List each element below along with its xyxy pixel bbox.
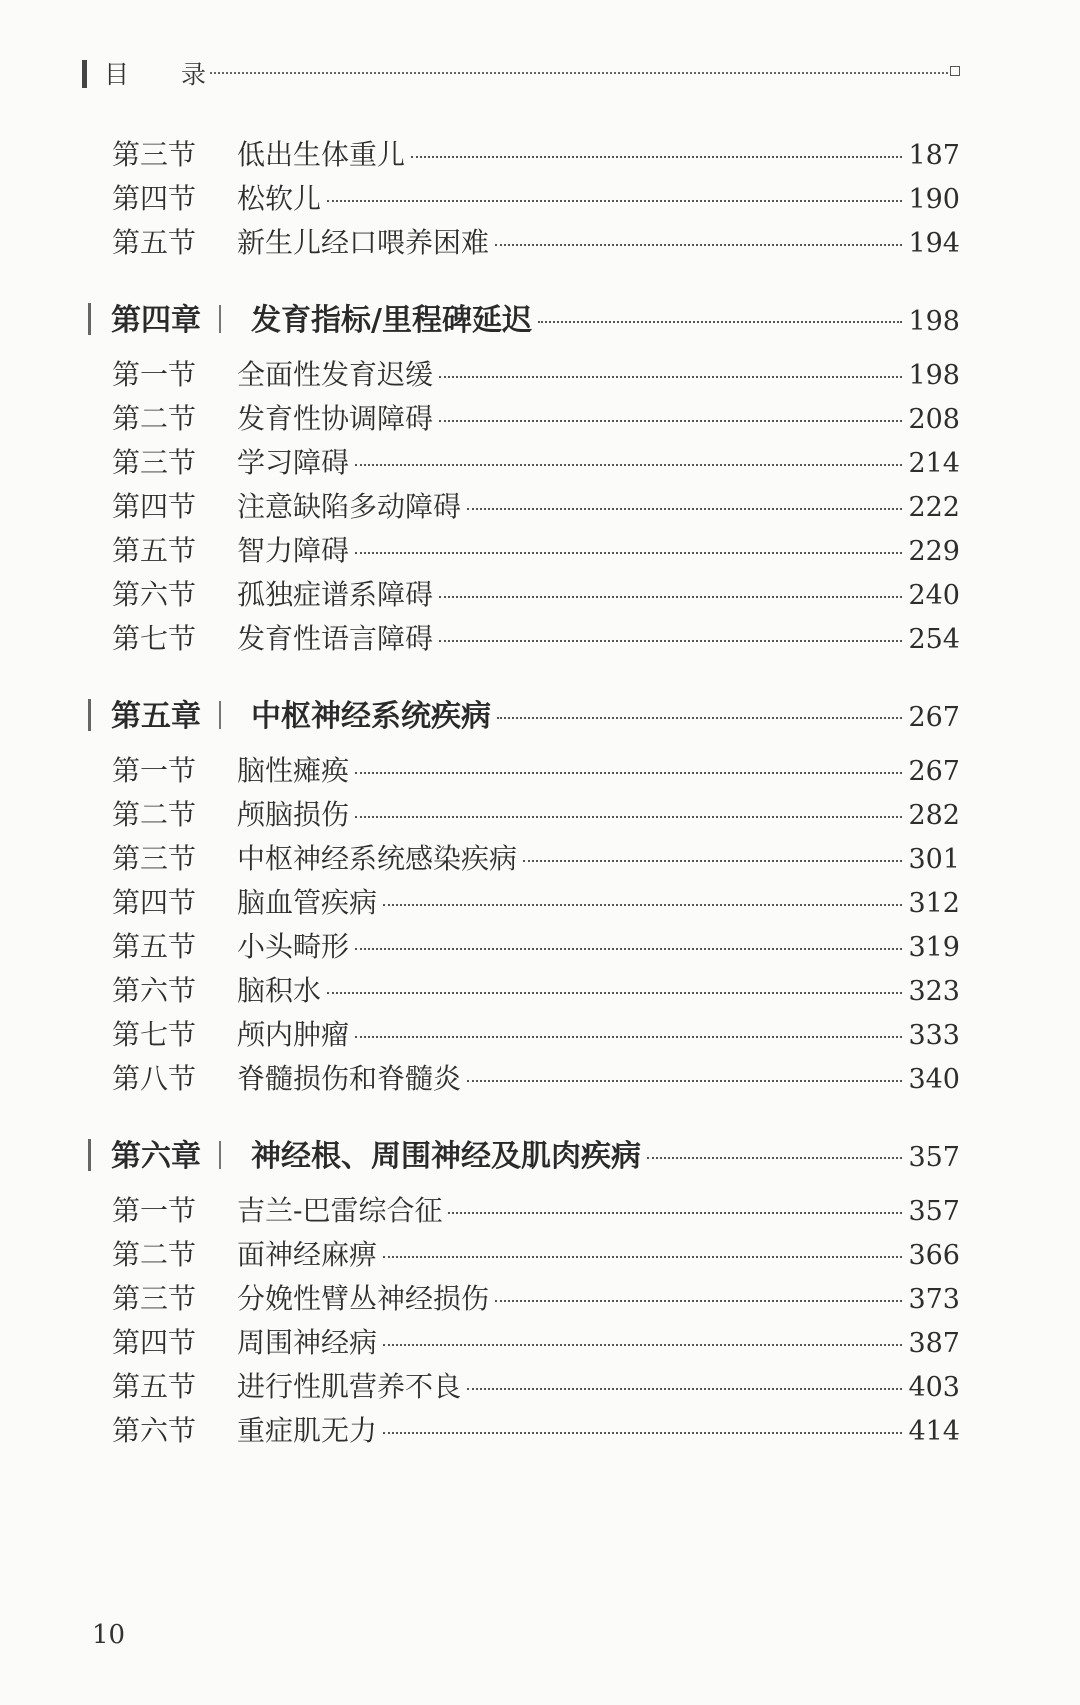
section-entry[interactable] xyxy=(112,925,960,969)
page-ref: 267 xyxy=(908,756,960,787)
page-number: 10 xyxy=(92,1620,126,1650)
section-entry[interactable] xyxy=(112,353,960,397)
leader-dots xyxy=(523,860,902,862)
section-title: 吉兰-巴雷综合征 xyxy=(237,1194,443,1227)
page-ref: 240 xyxy=(908,580,960,611)
section-number: 第六节 xyxy=(112,974,197,1007)
section-title: 智力障碍 xyxy=(237,534,350,567)
section-title: 脑性瘫痪 xyxy=(237,754,350,787)
leader-dots xyxy=(327,200,902,202)
leader-dots xyxy=(439,420,902,422)
section-number: 第五节 xyxy=(112,534,197,567)
section-title: 颅脑损伤 xyxy=(237,798,350,831)
section-entry[interactable] xyxy=(112,1233,960,1277)
header-bar xyxy=(82,60,87,88)
page-ref: 229 xyxy=(908,536,960,567)
section-entry[interactable] xyxy=(112,881,960,925)
leader-dots xyxy=(497,717,902,719)
leader-dots xyxy=(355,464,902,466)
leader-dots xyxy=(647,1157,902,1159)
leader-dots xyxy=(467,1080,902,1082)
leader-dots xyxy=(383,1256,902,1258)
leader-dots xyxy=(355,552,902,554)
chapter-bar xyxy=(88,303,91,335)
section-entry[interactable] xyxy=(112,1013,960,1057)
leader-dots xyxy=(355,948,902,950)
section-entry[interactable] xyxy=(112,1189,960,1233)
section-title: 松软儿 xyxy=(237,182,322,215)
section-number: 第三节 xyxy=(112,446,197,479)
page-ref: 319 xyxy=(908,932,960,963)
page-ref: 282 xyxy=(908,800,960,831)
leader-dots xyxy=(538,321,902,323)
section-entry[interactable] xyxy=(112,793,960,837)
leader-dots xyxy=(355,772,902,774)
section-title: 面神经麻痹 xyxy=(237,1238,378,1271)
section-entry[interactable] xyxy=(112,573,960,617)
section-title: 全面性发育迟缓 xyxy=(237,358,434,391)
leader-dots xyxy=(467,1388,902,1390)
page-ref: 190 xyxy=(908,184,960,215)
page-ref: 187 xyxy=(908,140,960,171)
section-number: 第二节 xyxy=(112,402,197,435)
section-number: 第四节 xyxy=(112,490,197,523)
leader-dots xyxy=(439,640,902,642)
section-title: 学习障碍 xyxy=(237,446,350,479)
section-number: 第五节 xyxy=(112,1370,197,1403)
page-ref: 267 xyxy=(908,702,960,733)
section-title: 低出生体重儿 xyxy=(237,138,406,171)
section-title: 发育性协调障碍 xyxy=(237,402,434,435)
section-title: 小头畸形 xyxy=(237,930,350,963)
section-title: 注意缺陷多动障碍 xyxy=(237,490,462,523)
chapter-divider xyxy=(219,701,221,729)
page-ref: 414 xyxy=(908,1416,960,1447)
section-number: 第四节 xyxy=(112,886,197,919)
section-number: 第五节 xyxy=(112,226,197,259)
section-number: 第三节 xyxy=(112,1282,197,1315)
page-ref: 254 xyxy=(908,624,960,655)
leader-dots xyxy=(411,156,902,158)
section-number: 第六节 xyxy=(112,1414,197,1447)
section-title: 中枢神经系统感染疾病 xyxy=(237,842,518,875)
leader-dots xyxy=(495,244,902,246)
section-entry[interactable] xyxy=(112,133,960,177)
page-ref: 387 xyxy=(908,1328,960,1359)
section-number: 第一节 xyxy=(112,358,197,391)
section-entry[interactable] xyxy=(112,485,960,529)
section-title: 脑积水 xyxy=(237,974,322,1007)
section-number: 第七节 xyxy=(112,622,197,655)
chapter-title: 发育指标/里程碑延迟 xyxy=(251,303,532,338)
section-number: 第一节 xyxy=(112,1194,197,1227)
chapter-title: 中枢神经系统疾病 xyxy=(251,699,491,734)
leader-dots xyxy=(495,1300,902,1302)
section-entry[interactable] xyxy=(112,1277,960,1321)
page-ref: 357 xyxy=(908,1196,960,1227)
leader-dots xyxy=(383,1432,902,1434)
section-number: 第三节 xyxy=(112,138,197,171)
section-number: 第四节 xyxy=(112,182,197,215)
section-number: 第八节 xyxy=(112,1062,197,1095)
section-title: 周围神经病 xyxy=(237,1326,378,1359)
section-title: 脑血管疾病 xyxy=(237,886,378,919)
chapter-entry[interactable] xyxy=(88,1131,960,1179)
section-entry[interactable] xyxy=(112,529,960,573)
section-number: 第一节 xyxy=(112,754,197,787)
leader-dots xyxy=(439,596,902,598)
section-title: 孤独症谱系障碍 xyxy=(237,578,434,611)
chapter-bar xyxy=(88,1139,91,1171)
section-title: 分娩性臂丛神经损伤 xyxy=(237,1282,490,1315)
section-entry[interactable] xyxy=(112,1321,960,1365)
page-ref: 323 xyxy=(908,976,960,1007)
page-ref: 357 xyxy=(908,1142,960,1173)
page-ref: 366 xyxy=(908,1240,960,1271)
section-number: 第五节 xyxy=(112,930,197,963)
leader-dots xyxy=(327,992,902,994)
page-ref: 198 xyxy=(908,360,960,391)
section-title: 进行性肌营养不良 xyxy=(237,1370,462,1403)
section-number: 第七节 xyxy=(112,1018,197,1051)
section-entry[interactable] xyxy=(112,221,960,265)
page-ref: 198 xyxy=(908,306,960,337)
section-title: 新生儿经口喂养困难 xyxy=(237,226,490,259)
section-title: 颅内肿瘤 xyxy=(237,1018,350,1051)
section-title: 重症肌无力 xyxy=(237,1414,378,1447)
section-entry[interactable] xyxy=(112,837,960,881)
leader-dots xyxy=(383,1344,902,1346)
section-entry[interactable] xyxy=(112,749,960,793)
page-ref: 312 xyxy=(908,888,960,919)
section-entry[interactable] xyxy=(112,617,960,661)
leader-dots xyxy=(383,904,902,906)
section-title: 发育性语言障碍 xyxy=(237,622,434,655)
section-number: 第六节 xyxy=(112,578,197,611)
chapter-number: 第六章 xyxy=(111,1139,201,1174)
page-header xyxy=(82,52,960,92)
section-number: 第二节 xyxy=(112,798,197,831)
section-number: 第二节 xyxy=(112,1238,197,1271)
page-ref: 208 xyxy=(908,404,960,435)
chapter-entry[interactable] xyxy=(88,295,960,343)
section-entry[interactable] xyxy=(112,1409,960,1453)
section-entry[interactable] xyxy=(112,177,960,221)
leader-dots xyxy=(448,1212,902,1214)
section-number: 第三节 xyxy=(112,842,197,875)
page-ref: 222 xyxy=(908,492,960,523)
page-ref: 194 xyxy=(908,228,960,259)
section-number: 第四节 xyxy=(112,1326,197,1359)
chapter-number: 第四章 xyxy=(111,303,201,338)
chapter-entry[interactable] xyxy=(88,691,960,739)
chapter-title: 神经根、周围神经及肌肉疾病 xyxy=(251,1139,641,1174)
section-entry[interactable] xyxy=(112,1057,960,1101)
section-entry[interactable] xyxy=(112,1365,960,1409)
leader-dots xyxy=(355,816,902,818)
chapter-number: 第五章 xyxy=(111,699,201,734)
page-ref: 333 xyxy=(908,1020,960,1051)
leader-dots xyxy=(439,376,902,378)
page-ref: 340 xyxy=(908,1064,960,1095)
section-entry[interactable] xyxy=(112,441,960,485)
section-title: 脊髓损伤和脊髓炎 xyxy=(237,1062,462,1095)
header-square-icon xyxy=(950,66,960,76)
header-title: 目 录 xyxy=(104,60,228,89)
section-entry[interactable] xyxy=(112,969,960,1013)
page-ref: 403 xyxy=(908,1372,960,1403)
section-entry[interactable] xyxy=(112,397,960,441)
header-dotted-rule xyxy=(210,72,948,74)
page-ref: 373 xyxy=(908,1284,960,1315)
page-ref: 214 xyxy=(908,448,960,479)
chapter-divider xyxy=(219,1141,221,1169)
page-ref: 301 xyxy=(908,844,960,875)
leader-dots xyxy=(467,508,902,510)
chapter-divider xyxy=(219,305,221,333)
leader-dots xyxy=(355,1036,902,1038)
chapter-bar xyxy=(88,699,91,731)
